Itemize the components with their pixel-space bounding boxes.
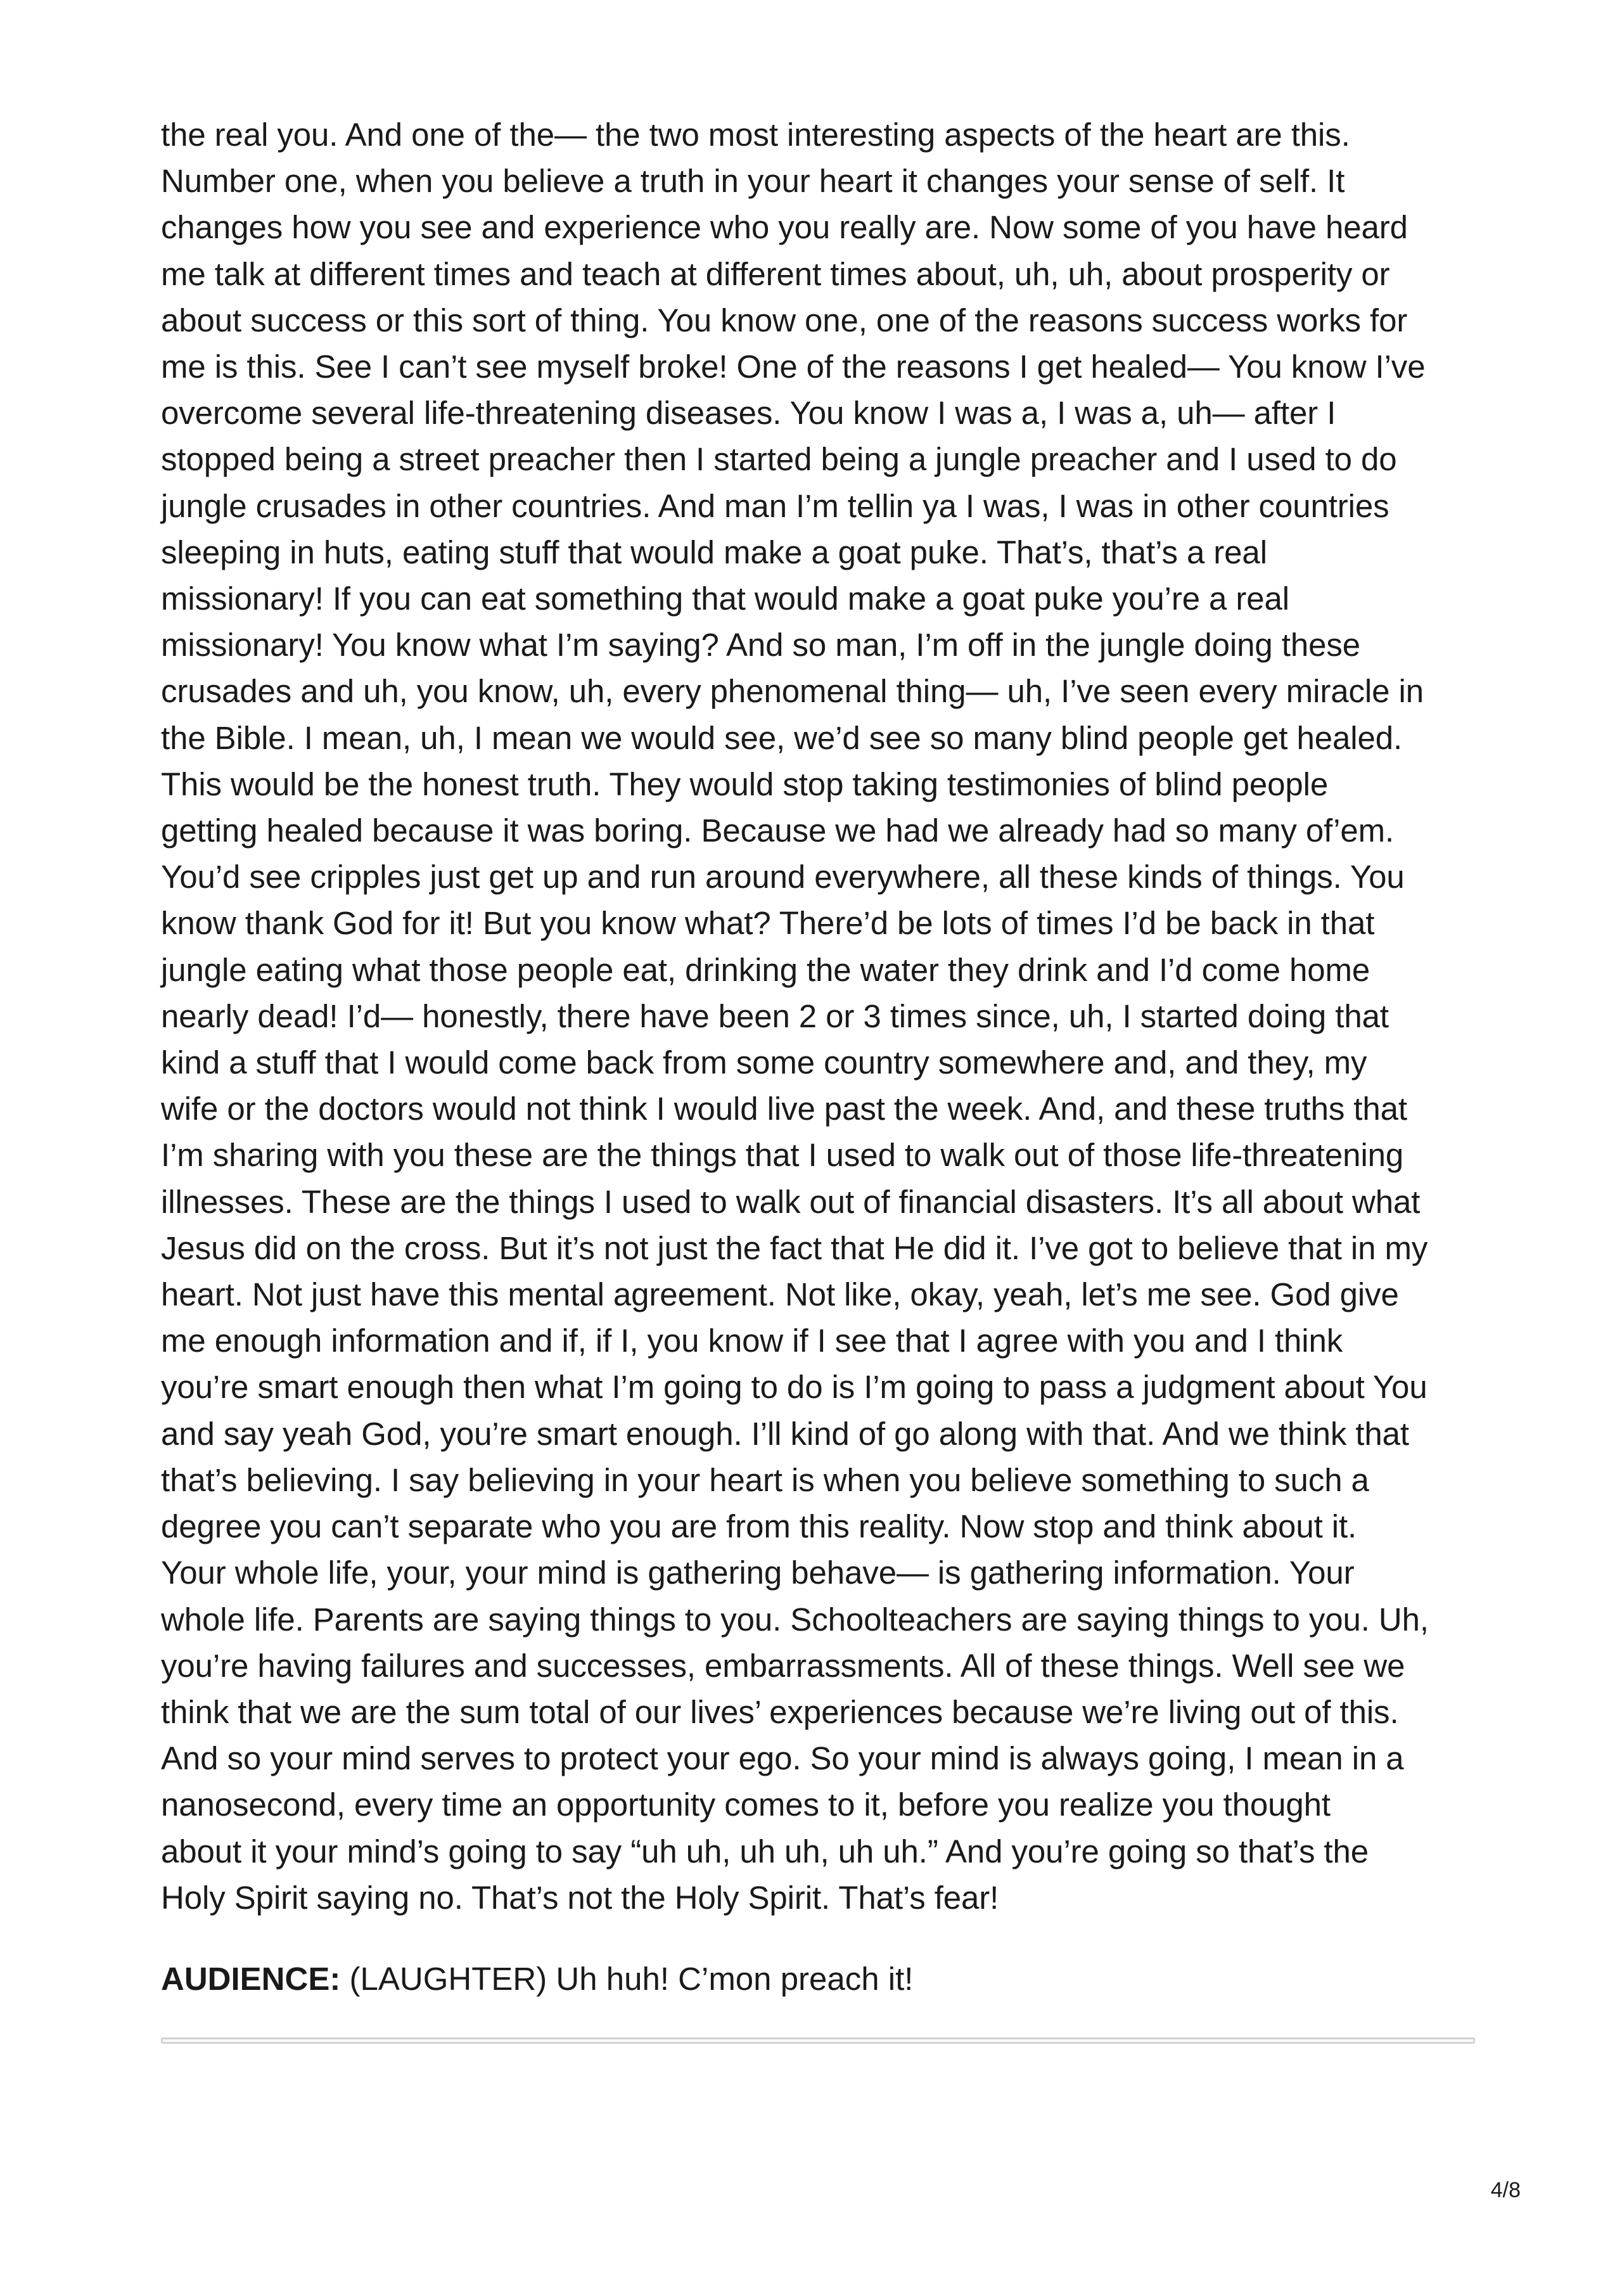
- transcript-paragraph: the real you. And one of the— the two most interesting aspects of the heart are this. Number one, when you believe a truth in your heart it changes your sense of self. It changes how you see and experience who you really are. Now some of you have heard me talk at different times and teach at different times about, uh, uh, about prosperity or about success or this sort of thing. You know one, one of the reasons success works for me is this. See I can’t see myself broke! One of the reasons I get healed— You know I’ve overcome several life-threatening diseases. You know I was a, I was a, uh— after I stopped being a street preacher then I started being a jungle preacher and I used to do jungle crusades in other countries. And man I’m tellin ya I was, I was in other countries sleeping in huts, eating stuff that would make a goat puke. That’s, that’s a real missionary! If you can eat something that would make a goat puke you’re a real missionary! You know what I’m saying? And so man, I’m off in the jungle doing these crusades and uh, you know, uh, every phenomenal thing— uh, I’ve seen every miracle in the Bible. I mean, uh, I mean we would see, we’d see so many blind people get healed. This would be the honest truth. They would stop taking testimonies of blind people getting healed because it was boring. Because we had we already had so many of’em. You’d see cripples just get up and run around everywhere, all these kinds of things. You know thank God for it! But you know what? There’d be lots of times I’d be back in that jungle eating what those people eat, drinking the water they drink and I’d come home nearly dead! I’d— honestly, there have been 2 or 3 times since, uh, I started doing that kind a stuff that I would come back from some country somewhere and, and they, my wife or the doctors would not think I would live past the week. And, and these truths that I’m sharing with you these are the things that I used to walk out of those life-threatening illnesses. These are the things I used to walk out of financial disasters. It’s all about what Jesus did on the cross. But it’s not just the fact that He did it. I’ve got to believe that in my heart. Not just have this mental agreement. Not like, okay, yeah, let’s me see. God give me enough information and if, if I, you know if I see that I agree with you and I think you’re smart enough then what I’m going to do is I’m going to pass a judgment about You and say yeah God, you’re smart enough. I’ll kind of go along with that. And we think that that’s believing. I say believing in your heart is when you believe something to such a degree you can’t separate who you are from this reality. Now stop and think about it. Your whole life, your, your mind is gathering behave— is gathering information. Your whole life. Parents are saying things to you. Schoolteachers are saying things to you. Uh, you’re having failures and successes, embarrassments. All of these things. Well see we think that we are the sum total of our lives’ experiences because we’re living out of this. And so your mind serves to protect your ego. So your mind is always going, I mean in a nanosecond, every time an opportunity comes to it, before you realize you thought about it your mind’s going to say “uh uh, uh uh, uh uh.” And you’re going so that’s the Holy Spirit saying no. That’s not the Holy Spirit. That’s fear!: [161, 117, 1429, 1916]
- audience-line: [161, 1956, 1479, 2002]
- audience-remark: (LAUGHTER) Uh huh! C’mon preach it!: [340, 1960, 914, 1997]
- page-number: 4/8: [1490, 2178, 1521, 2202]
- speaker-label: AUDIENCE:: [161, 1960, 341, 1997]
- horizontal-divider: [161, 2037, 1475, 2044]
- document-page: [161, 112, 1479, 2044]
